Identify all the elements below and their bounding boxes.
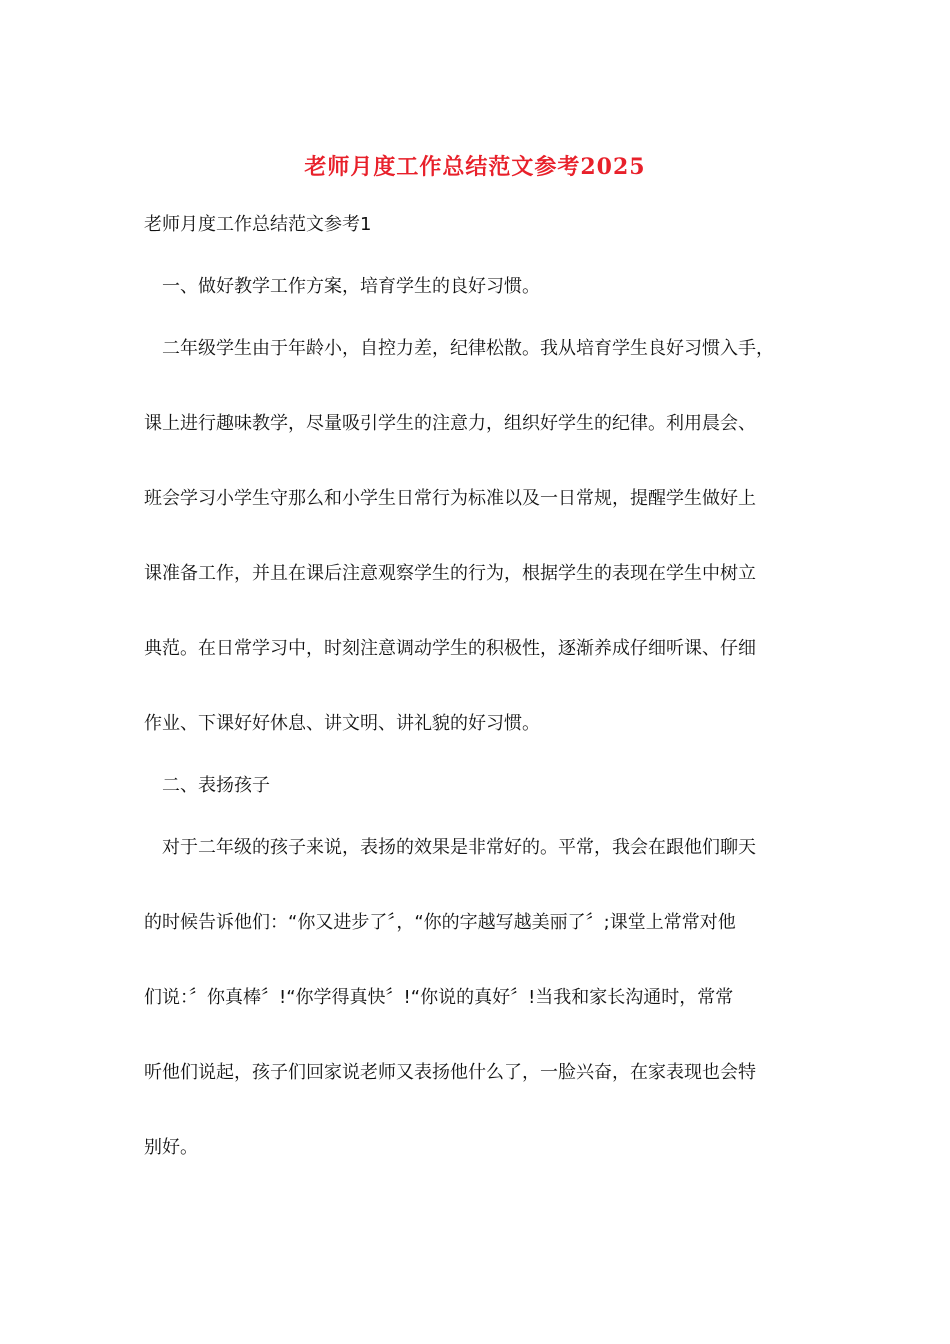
paragraph-line: 课上进行趣味教学，尽量吸引学生的注意力，组织好学生的纪律。利用晨会、 <box>144 413 756 434</box>
paragraph-line: 一、做好教学工作方案，培育学生的良好习惯。 <box>162 276 540 297</box>
paragraph-line: 对于二年级的孩子来说，表扬的效果是非常好的。平常，我会在跟他们聊天 <box>162 837 756 858</box>
paragraph-line: 典范。在日常学习中，时刻注意调动学生的积极性，逐渐养成仔细听课、仔细 <box>144 638 756 659</box>
paragraph-line: 别好。 <box>144 1137 198 1158</box>
paragraph-line: 二年级学生由于年龄小，自控力差，纪律松散。我从培育学生良好习惯入手， <box>162 338 774 359</box>
section-heading: 二、表扬孩子 <box>162 775 270 796</box>
paragraph-line: 班会学习小学生守那么和小学生日常行为标准以及一日常规，提醒学生做好上 <box>144 488 756 509</box>
paragraph-line: 课准备工作，并且在课后注意观察学生的行为，根据学生的表现在学生中树立 <box>144 563 756 584</box>
paragraph-line: 的时候告诉他们：“你又进步了〞，“你的字越写越美丽了〞;课堂上常常对他 <box>144 912 736 933</box>
document-title: 老师月度工作总结范文参考2025 <box>304 154 646 180</box>
paragraph-line: 作业、下课好好休息、讲文明、讲礼貌的好习惯。 <box>144 713 540 734</box>
section-subtitle: 老师月度工作总结范文参考1 <box>144 214 372 235</box>
paragraph-line: 听他们说起，孩子们回家说老师又表扬他什么了，一脸兴奋，在家表现也会特 <box>144 1062 756 1083</box>
paragraph-line: 们说：〞你真棒〞!“你学得真快〞!“你说的真好〞!当我和家长沟通时，常常 <box>144 987 734 1008</box>
